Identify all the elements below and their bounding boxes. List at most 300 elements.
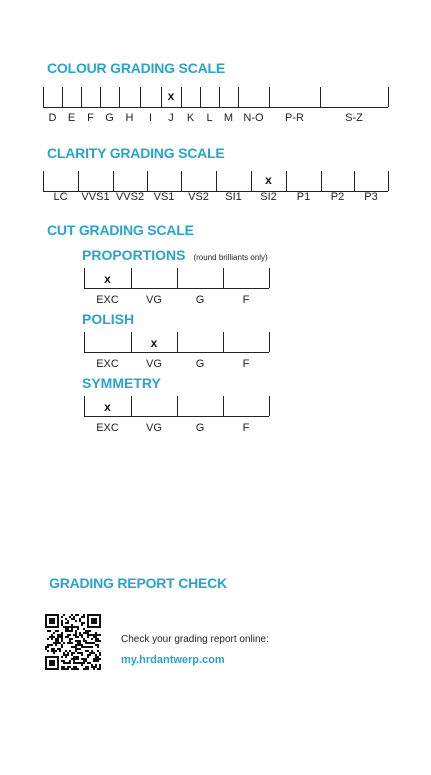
qr-module [59, 636, 61, 638]
scale-tick [269, 268, 270, 288]
grade-label: P2 [330, 191, 345, 203]
qr-module [81, 646, 83, 648]
report-url-link[interactable]: my.hrdantwerp.com [121, 654, 225, 666]
qr-module [79, 652, 81, 654]
qr-module [87, 642, 89, 644]
qr-module [51, 650, 53, 652]
qr-module [73, 652, 75, 654]
qr-module [83, 622, 85, 624]
scale-baseline [84, 396, 269, 417]
grade-label: F [242, 358, 250, 370]
scale-tick [219, 87, 220, 107]
qr-module [49, 618, 55, 624]
grade-mark: x [104, 272, 111, 286]
qr-module [51, 648, 53, 650]
qr-module [83, 668, 85, 670]
qr-module [99, 652, 101, 654]
qr-module [75, 634, 77, 636]
qr-module [71, 642, 73, 644]
qr-module [65, 626, 67, 628]
scale-tick [321, 171, 322, 191]
qr-module [79, 642, 81, 644]
qr-module [83, 658, 85, 660]
qr-module [75, 640, 77, 642]
qr-module [97, 658, 99, 660]
grade-label: K [186, 112, 195, 124]
qr-module [91, 638, 93, 640]
qr-module [47, 646, 49, 648]
qr-module [91, 646, 93, 648]
clarity-scale-title: CLARITY GRADING SCALE [47, 145, 225, 161]
qr-module [75, 636, 77, 638]
scale-tick [177, 268, 178, 288]
qr-module [81, 634, 83, 636]
scale-tick [177, 396, 178, 416]
grade-label: VG [146, 294, 162, 306]
qr-module [79, 632, 81, 634]
qr-module [71, 668, 73, 670]
qr-module [87, 636, 89, 638]
grade-label: F [242, 422, 250, 434]
qr-module [81, 658, 83, 660]
qr-module [47, 630, 49, 632]
scale-tick [251, 171, 252, 191]
qr-module [71, 638, 73, 640]
qr-module [95, 654, 97, 656]
qr-module [61, 644, 63, 646]
qr-module [75, 620, 77, 622]
qr-module [77, 640, 79, 642]
qr-module [87, 662, 89, 664]
qr-module [85, 658, 87, 660]
qr-module [75, 630, 77, 632]
qr-module [97, 644, 99, 646]
qr-module [95, 636, 97, 638]
qr-module [83, 646, 85, 648]
qr-module [59, 650, 61, 652]
qr-module [65, 630, 67, 632]
qr-module [77, 614, 79, 616]
scale-tick [181, 171, 182, 191]
qr-module [99, 634, 101, 636]
qr-module [73, 658, 75, 660]
qr-module [49, 630, 51, 632]
grade-label: VVS1 [81, 191, 110, 203]
grade-label: F [242, 294, 250, 306]
qr-module [93, 658, 95, 660]
qr-module [75, 650, 77, 652]
qr-module [99, 658, 101, 660]
scale-tick [269, 332, 270, 352]
qr-module [91, 664, 93, 666]
qr-module [95, 634, 97, 636]
qr-module [85, 630, 87, 632]
qr-module [79, 644, 81, 646]
qr-module [89, 642, 91, 644]
qr-module [71, 614, 73, 616]
proportions-label: PROPORTIONS [82, 247, 186, 263]
qr-module [87, 656, 89, 658]
qr-module [65, 650, 67, 652]
qr-module [89, 662, 91, 664]
qr-module [83, 660, 85, 662]
qr-module [61, 636, 63, 638]
qr-module [69, 616, 71, 618]
qr-module [57, 636, 59, 638]
qr-module [97, 650, 99, 652]
scale-baseline [84, 268, 269, 289]
grade-label: N-O [243, 112, 264, 124]
qr-module [89, 646, 91, 648]
qr-module [69, 650, 71, 652]
qr-module [85, 640, 87, 642]
qr-module [49, 636, 51, 638]
qr-module [73, 634, 75, 636]
scale-tick [119, 87, 120, 107]
scale-tick [200, 87, 201, 107]
qr-module [95, 632, 97, 634]
qr-module [83, 614, 85, 616]
qr-module [59, 634, 61, 636]
qr-module [65, 662, 67, 664]
grade-label: L [206, 112, 213, 124]
qr-module [61, 624, 63, 626]
qr-module [87, 632, 89, 634]
qr-module [47, 650, 49, 652]
scale-tick [354, 171, 355, 191]
qr-module [67, 622, 69, 624]
qr-module [75, 644, 77, 646]
qr-module [85, 668, 87, 670]
qr-module [93, 636, 95, 638]
scale-tick [113, 171, 114, 191]
qr-module [85, 646, 87, 648]
symmetry-title: SYMMETRY [82, 375, 161, 391]
qr-module [57, 640, 59, 642]
qr-module [87, 630, 89, 632]
qr-module [75, 656, 77, 658]
qr-module [81, 652, 83, 654]
scale-tick [131, 396, 132, 416]
report-title: GRADING REPORT CHECK [49, 575, 228, 591]
qr-module [67, 626, 69, 628]
qr-module [69, 642, 71, 644]
qr-module [73, 646, 75, 648]
qr-module [75, 626, 77, 628]
qr-module [93, 634, 95, 636]
qr-module [71, 626, 73, 628]
qr-module [63, 660, 65, 662]
qr-module [63, 652, 65, 654]
qr-module [63, 654, 65, 656]
qr-module [61, 646, 63, 648]
qr-module [53, 650, 55, 652]
scale-baseline [43, 87, 388, 108]
qr-module [95, 640, 97, 642]
qr-module [75, 614, 77, 616]
grade-label: VVS2 [115, 191, 145, 203]
qr-module [71, 652, 73, 654]
qr-module [75, 666, 77, 668]
qr-module [87, 654, 89, 656]
qr-module [65, 618, 67, 620]
qr-module [53, 642, 55, 644]
qr-module [61, 634, 63, 636]
qr-module [85, 632, 87, 634]
qr-module [55, 642, 57, 644]
qr-module [93, 660, 95, 662]
qr-module [81, 616, 83, 618]
scale-tick [43, 87, 44, 107]
qr-module [77, 652, 79, 654]
qr-module [47, 638, 49, 640]
scale-baseline [84, 332, 269, 353]
qr-module [61, 616, 63, 618]
qr-module [75, 658, 77, 660]
scale-tick [161, 87, 162, 107]
scale-tick [223, 332, 224, 352]
scale-tick [140, 87, 141, 107]
qr-module [71, 646, 73, 648]
qr-module [61, 622, 63, 624]
qr-module [53, 648, 55, 650]
scale-tick [320, 87, 321, 107]
qr-module [69, 626, 71, 628]
scale-tick [84, 332, 85, 352]
qr-module [73, 626, 75, 628]
qr-module [81, 624, 83, 626]
qr-module [63, 668, 65, 670]
qr-module [61, 638, 63, 640]
qr-module [81, 622, 83, 624]
scale-tick [181, 87, 182, 107]
scale-tick [216, 171, 217, 191]
qr-module [57, 630, 59, 632]
scale-tick [388, 171, 389, 191]
qr-module [71, 624, 73, 626]
grade-mark: x [167, 89, 175, 103]
qr-module [75, 648, 77, 650]
qr-module [77, 662, 79, 664]
qr-module [81, 654, 83, 656]
grade-label: G [105, 112, 114, 124]
qr-module [97, 660, 99, 662]
grade-label: G [195, 294, 205, 306]
qr-module [77, 628, 79, 630]
qr-module [73, 656, 75, 658]
qr-module [69, 666, 71, 668]
qr-module [67, 662, 69, 664]
qr-module [73, 660, 75, 662]
qr-module [55, 640, 57, 642]
qr-module [63, 666, 65, 668]
qr-module [89, 634, 91, 636]
qr-module [63, 614, 65, 616]
qr-module [65, 654, 67, 656]
qr-module [87, 650, 89, 652]
qr-module [89, 630, 91, 632]
colour-scale-title: COLOUR GRADING SCALE [47, 60, 226, 76]
qr-module [95, 638, 97, 640]
qr-module [67, 628, 69, 630]
grade-label: VG [146, 422, 162, 434]
qr-module [97, 634, 99, 636]
qr-module [77, 644, 79, 646]
qr-module [71, 628, 73, 630]
grade-label: VG [146, 358, 162, 370]
scale-tick [147, 171, 148, 191]
qr-module [67, 652, 69, 654]
qr-module [77, 648, 79, 650]
qr-module [95, 658, 97, 660]
qr-module [69, 662, 71, 664]
scale-tick [223, 268, 224, 288]
qr-module [73, 618, 75, 620]
qr-module [83, 638, 85, 640]
qr-module [71, 630, 73, 632]
qr-module [99, 664, 101, 666]
scale-tick [131, 332, 132, 352]
qr-module [79, 634, 81, 636]
qr-module [97, 638, 99, 640]
qr-module [79, 618, 81, 620]
qr-module [95, 666, 97, 668]
scale-tick [238, 87, 239, 107]
qr-module [67, 668, 69, 670]
qr-module [67, 634, 69, 636]
qr-module [91, 650, 93, 652]
qr-module [95, 660, 97, 662]
qr-module [85, 666, 87, 668]
qr-module [75, 668, 77, 670]
qr-module [49, 660, 55, 666]
qr-module [83, 628, 85, 630]
qr-module [81, 636, 83, 638]
qr-module [75, 646, 77, 648]
qr-module [91, 642, 93, 644]
grade-label: VS2 [188, 191, 209, 203]
scale-tick [78, 171, 79, 191]
qr-module [79, 640, 81, 642]
qr-module [97, 668, 99, 670]
qr-module [51, 638, 53, 640]
grade-label: J [168, 112, 174, 124]
qr-module [63, 626, 65, 628]
qr-module [85, 642, 87, 644]
qr-module [65, 668, 67, 670]
qr-module [51, 634, 53, 636]
qr-module [69, 630, 71, 632]
grade-label: EXC [96, 358, 119, 370]
qr-module [67, 666, 69, 668]
qr-module [49, 644, 51, 646]
qr-module [99, 666, 101, 668]
qr-module [95, 644, 97, 646]
scale-tick [131, 268, 132, 288]
qr-module [97, 640, 99, 642]
qr-module [55, 650, 57, 652]
qr-module [67, 630, 69, 632]
qr-module [93, 642, 95, 644]
qr-module [65, 656, 67, 658]
qr-module [87, 666, 89, 668]
qr-module [73, 668, 75, 670]
polish-title: POLISH [82, 311, 135, 327]
qr-module [91, 618, 97, 624]
qr-module [69, 640, 71, 642]
qr-module [59, 648, 61, 650]
qr-module [91, 666, 93, 668]
grade-label: D [48, 112, 57, 124]
qr-module [73, 666, 75, 668]
grade-label: LC [53, 191, 68, 203]
qr-module [53, 652, 55, 654]
qr-module [67, 620, 69, 622]
qr-module [95, 656, 97, 658]
scale-tick [84, 396, 85, 416]
qr-module [89, 652, 91, 654]
qr-module [99, 668, 101, 670]
qr-module [69, 638, 71, 640]
grade-label: M [223, 112, 234, 124]
qr-module [63, 642, 65, 644]
qr-module [71, 654, 73, 656]
scale-tick [388, 87, 389, 107]
qr-module [89, 654, 91, 656]
qr-module [53, 632, 55, 634]
scale-tick [269, 87, 270, 107]
qr-module [99, 640, 101, 642]
scale-baseline [43, 171, 388, 192]
grade-label: P-R [285, 112, 304, 124]
qr-module [83, 662, 85, 664]
qr-module [93, 666, 95, 668]
qr-module [57, 638, 59, 640]
qr-module [61, 632, 63, 634]
grade-label: G [195, 422, 205, 434]
qr-module [65, 628, 67, 630]
qr-module [93, 668, 95, 670]
qr-module [65, 636, 67, 638]
qr-module [61, 668, 63, 670]
qr-module [55, 638, 57, 640]
grade-label: E [67, 112, 76, 124]
qr-module [99, 654, 101, 656]
qr-module [61, 656, 63, 658]
qr-module [85, 650, 87, 652]
scale-tick [269, 396, 270, 416]
grade-label: EXC [96, 422, 119, 434]
qr-module [67, 642, 69, 644]
grade-label: VS1 [153, 191, 175, 203]
qr-module [63, 662, 65, 664]
qr-module [79, 620, 81, 622]
qr-module [53, 636, 55, 638]
qr-module [97, 646, 99, 648]
qr-module [79, 648, 81, 650]
qr-module [45, 646, 47, 648]
qr-module [77, 636, 79, 638]
qr-module [77, 656, 79, 658]
qr-module [61, 620, 63, 622]
grade-label: S-Z [345, 112, 363, 124]
qr-module [47, 644, 49, 646]
qr-module [57, 634, 59, 636]
qr-code-icon[interactable] [45, 614, 101, 670]
grade-mark: x [150, 336, 158, 350]
qr-module [97, 656, 99, 658]
scale-tick [223, 396, 224, 416]
